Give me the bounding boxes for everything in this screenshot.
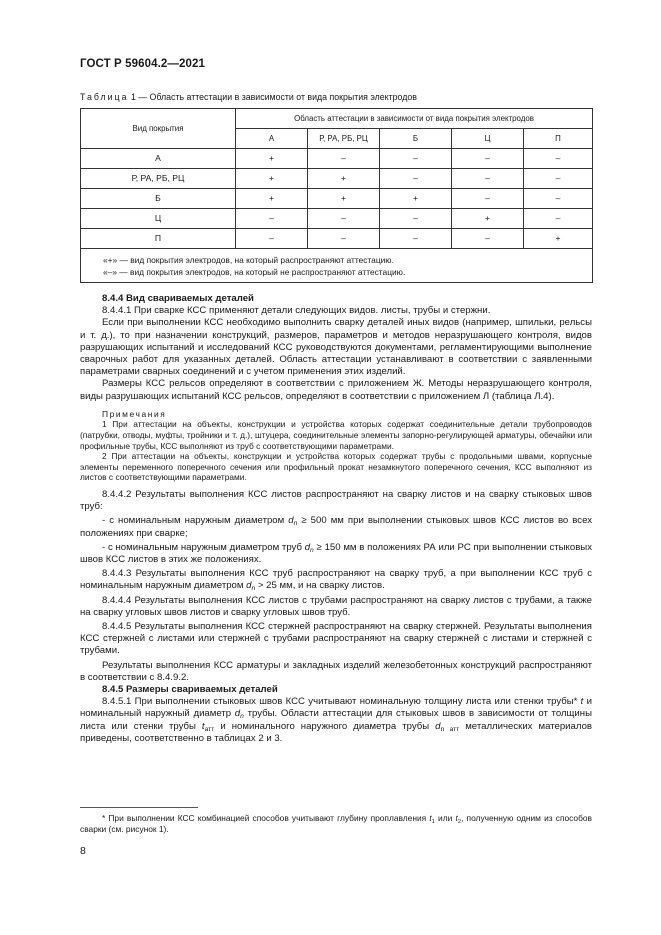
paragraph: 8.4.4.5 Результаты выполнения КСС стержней распространяют на сварку стержней. Результаты выполнения КСС стержней с листами или стержней с трубами распространяют на сварку стержней с листами и стержней с трубами.	[80, 621, 592, 657]
col-header: Р, РА, РБ, РЦ	[308, 129, 380, 149]
note-2: 2 При аттестации на объекты, конструкции и устройства которых содержат трубы с продольными швами, корпусные элементы переменного поперечного сечения или профильный прокат незамкнутого поперечного сечения, КСС выполняют из листов с соответствующими параметрами.	[80, 451, 592, 483]
table-cell: –	[380, 209, 452, 229]
paragraph: Размеры КСС рельсов определяют в соответствии с приложением Ж. Методы неразрушающего контроля, виды разрушающих испытаний КСС рельсов, определяют в соответствии с приложением Л (таблица Л.4).	[80, 378, 592, 402]
table-cell: –	[380, 229, 452, 249]
table-cell: –	[452, 189, 524, 209]
table-cell: –	[524, 169, 593, 189]
table-cell: –	[524, 209, 593, 229]
table-caption-text: 1 — Область аттестации в зависимости от вида покрытия электродов	[130, 92, 417, 102]
document-id: ГОСТ Р 59604.2—2021	[80, 58, 205, 70]
col-header: А	[236, 129, 308, 149]
row-label: Р, РА, РБ, РЦ	[81, 169, 236, 189]
table-cell: +	[524, 229, 593, 249]
table-cell: –	[452, 149, 524, 169]
paragraph: 8.4.4.2 Результаты выполнения КСС листов распространяют на сварку листов и на сварку стыковых швов труб:	[80, 488, 592, 513]
paragraph: 8.4.5.1 При выполнении стыковых швов КСС учитывают номинальную толщину листа или стенки трубы* t и номинальный наружный диаметр $d_n$ трубы. Области аттестации для стыковых швов в зависимости от толщины листа или стенки трубы $t_{атт}$ и номинального наружного диаметра трубы $d_{n атт}$ металлических материалов приведены, соответственно в таблицах 2 и 3.	[80, 696, 593, 744]
table-row	[81, 209, 593, 229]
table-cell: –	[452, 229, 524, 249]
table-legend	[81, 249, 593, 283]
table-cell: +	[308, 169, 380, 189]
paragraph: 8.4.4.4 Результаты выполнения КСС листов с трубами распространяют на сварку листов с трубами, а также на сварку угловых швов листов и сварку угловых швов труб.	[80, 594, 592, 618]
table-cell: +	[236, 169, 308, 189]
section-heading-8-4-5: 8.4.5 Размеры свариваемых деталей	[102, 684, 278, 696]
table-caption-label: Таблица	[80, 92, 129, 102]
table-cell: –	[452, 169, 524, 189]
coating-table	[80, 108, 593, 283]
table-cell: –	[380, 169, 452, 189]
table-row	[81, 189, 593, 209]
paragraph: 8.4.4.1 При сварке КСС применяют детали следующих видов. листы, трубы и стержни.	[102, 305, 491, 317]
footnote: * При выполнении КСС комбинацией способов учитывают глубину проплавления $t_1$ или $t_2$, полученную одним из способов сварки (см. рисунок 1).	[80, 813, 592, 834]
col-header: Ц	[452, 129, 524, 149]
table-cell: –	[308, 149, 380, 169]
notes-title: Примечания	[102, 408, 167, 419]
table-cell: +	[236, 149, 308, 169]
table-caption	[80, 92, 417, 102]
table-row	[81, 229, 593, 249]
row-label: Б	[81, 189, 236, 209]
document-body	[80, 293, 592, 745]
table-cell: +	[452, 209, 524, 229]
col-group-header: Область аттестации в зависимости от вида покрытия электродов	[236, 109, 593, 129]
col-header: П	[524, 129, 593, 149]
table-cell: –	[524, 149, 593, 169]
table-cell: –	[236, 209, 308, 229]
paragraph: - с номинальным наружным диаметром $d_n \ge 500$ мм при выполнении стыковых швов КСС листов во всех положениях при сварке;	[80, 515, 592, 539]
page-number: 8	[80, 845, 86, 857]
note-1: 1 При аттестации на объекты, конструкции и устройства которых содержат соединительные детали трубопроводов (патрубки, отводы, муфты, тройники и т. д.), штуцера, соединительные элементы запорно-регулирующей арматуры, обечайки или профильные трубы, КСС выполняют из труб с соответствующими параметрами.	[80, 419, 592, 451]
table-cell: –	[380, 149, 452, 169]
table-row	[81, 169, 593, 189]
legend-minus: «–» — вид покрытия электродов, на который не распространяют аттестацию.	[103, 267, 406, 277]
table-cell: +	[236, 189, 308, 209]
row-label: Ц	[81, 209, 236, 229]
paragraph: Если при выполнении КСС необходимо выполнить сварку деталей иных видов (например, шпильки, рельсы и т. д.), то при назначении конструкций, размеров, параметров и методов неразрушающего контроля, видов разрушающих испытаний и исследований КСС руководствуются документами, регламентирующими выполнение сварочных работ для указанных деталей. Область аттестации устанавливают в соответствии с заявленными параметрами сварных соединений и с учетом применения этих изделий.	[80, 317, 592, 378]
legend-plus: «+» — вид покрытия электродов, на который распространяют аттестацию.	[103, 255, 394, 265]
paragraph: - с номинальным наружным диаметром труб $d_n \ge 150$ мм в положениях РА или РС при выполнении стыковых швов КСС листов в этих же положениях.	[80, 541, 592, 565]
table-cell: –	[308, 209, 380, 229]
table-cell: –	[524, 189, 593, 209]
row-label: А	[81, 149, 236, 169]
table-cell: +	[308, 189, 380, 209]
table-cell: –	[236, 229, 308, 249]
notes-block	[80, 409, 592, 483]
row-label: П	[81, 229, 236, 249]
paragraph: Результаты выполнения КСС арматуры и закладных изделий железобетонных конструкций распространяют в соответствии с 8.4.9.2.	[80, 659, 592, 683]
paragraph: 8.4.4.3 Результаты выполнения КСС труб распространяют на сварку труб, а при выполнении КСС труб с номинальным наружным диаметром $d_n > 25$ мм, и на сварку листов.	[80, 568, 592, 593]
col-header-coating-type: Вид покрытия	[81, 109, 236, 149]
col-header: Б	[380, 129, 452, 149]
table-cell: +	[380, 189, 452, 209]
table-row	[81, 149, 593, 169]
footnote-separator	[80, 807, 198, 808]
table-cell: –	[308, 229, 380, 249]
section-heading-8-4-4: 8.4.4 Вид свариваемых деталей	[102, 293, 254, 304]
